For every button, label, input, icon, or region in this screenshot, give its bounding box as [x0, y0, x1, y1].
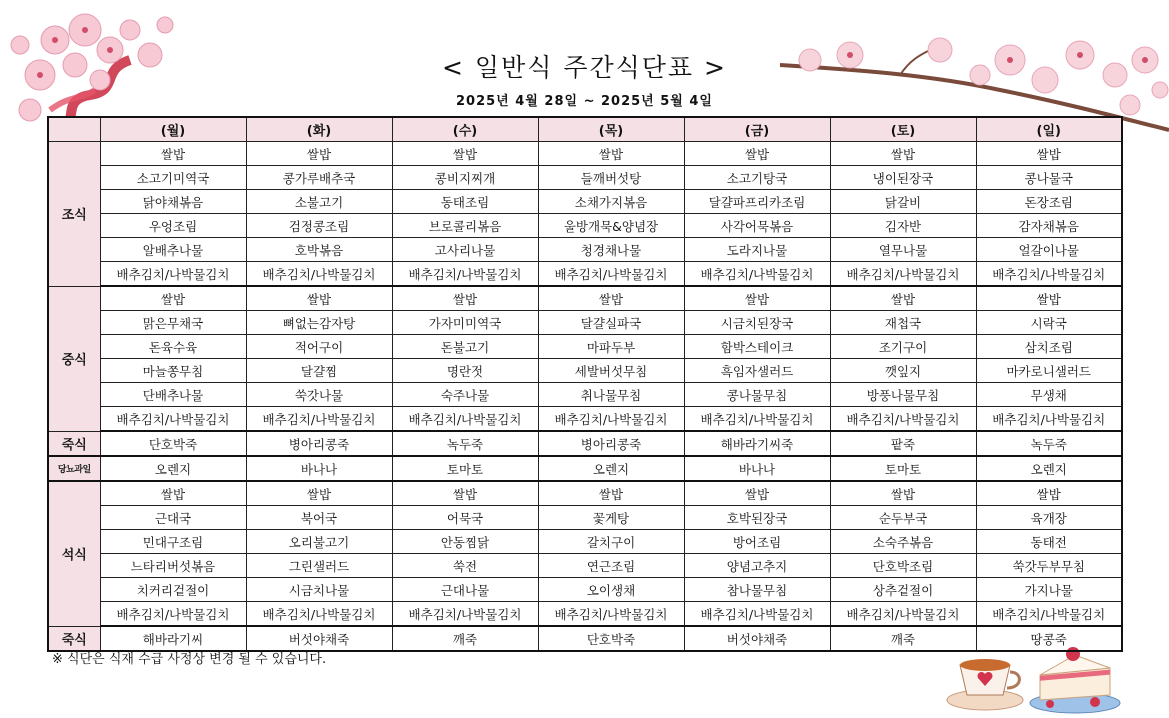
menu-cell: 쌀밥: [684, 481, 830, 506]
weekly-menu-table: [47, 116, 1123, 652]
menu-cell: 울방개묵&양념장: [538, 214, 684, 238]
menu-cell: 시금치된장국: [684, 311, 830, 335]
menu-cell: 가자미미역국: [392, 311, 538, 335]
menu-cell: 배추김치/나박물김치: [246, 407, 392, 432]
menu-cell: 쌀밥: [538, 142, 684, 166]
menu-cell: 쌀밥: [830, 481, 976, 506]
menu-cell: 쌀밥: [830, 286, 976, 311]
day-header: (화): [246, 117, 392, 142]
menu-row: [48, 383, 1122, 407]
menu-cell: 배추김치/나박물김치: [392, 602, 538, 627]
menu-cell: 쌀밥: [976, 286, 1122, 311]
menu-cell: 단호박죽: [100, 431, 246, 456]
menu-cell: 쌀밥: [684, 142, 830, 166]
menu-cell: 병아리콩죽: [538, 431, 684, 456]
menu-row: [48, 166, 1122, 190]
menu-cell: 오렌지: [100, 456, 246, 481]
day-header: (월): [100, 117, 246, 142]
menu-cell: 세발버섯무침: [538, 359, 684, 383]
menu-cell: 취나물무침: [538, 383, 684, 407]
menu-row: [48, 335, 1122, 359]
menu-cell: 무생채: [976, 383, 1122, 407]
menu-cell: 김자반: [830, 214, 976, 238]
menu-cell: 쌀밥: [246, 142, 392, 166]
menu-cell: 명란젓: [392, 359, 538, 383]
menu-cell: 호박볶음: [246, 238, 392, 262]
menu-cell: 순두부국: [830, 506, 976, 530]
menu-row: [48, 578, 1122, 602]
menu-cell: 쌀밥: [830, 142, 976, 166]
menu-cell: 토마토: [392, 456, 538, 481]
menu-cell: 쌀밥: [976, 142, 1122, 166]
menu-row: [48, 431, 1122, 456]
menu-cell: 쌀밥: [392, 481, 538, 506]
day-header: (일): [976, 117, 1122, 142]
menu-cell: 배추김치/나박물김치: [538, 602, 684, 627]
page-title: < 일반식 주간식단표 >: [442, 53, 727, 82]
menu-cell: 콩나물무침: [684, 383, 830, 407]
meal-label: 죽식: [48, 431, 100, 456]
menu-cell: 병아리콩죽: [246, 431, 392, 456]
menu-cell: 쑥갓나물: [246, 383, 392, 407]
menu-cell: 쌀밥: [100, 286, 246, 311]
day-header: (수): [392, 117, 538, 142]
menu-cell: 갈치구이: [538, 530, 684, 554]
menu-row: [48, 481, 1122, 506]
menu-cell: 버섯야채죽: [246, 626, 392, 651]
menu-cell: 바나나: [246, 456, 392, 481]
menu-cell: 달걀실파국: [538, 311, 684, 335]
menu-cell: 바나나: [684, 456, 830, 481]
menu-cell: 느타리버섯볶음: [100, 554, 246, 578]
menu-cell: 소채가지볶음: [538, 190, 684, 214]
menu-cell: 해바라기씨죽: [684, 431, 830, 456]
menu-cell: 배추김치/나박물김치: [830, 407, 976, 432]
menu-cell: 쌀밥: [100, 142, 246, 166]
menu-cell: 배추김치/나박물김치: [246, 602, 392, 627]
menu-cell: 깨죽: [830, 626, 976, 651]
menu-cell: 참나물무침: [684, 578, 830, 602]
menu-row: [48, 286, 1122, 311]
menu-cell: 안동찜닭: [392, 530, 538, 554]
menu-cell: 쌀밥: [100, 481, 246, 506]
menu-cell: 소불고기: [246, 190, 392, 214]
menu-cell: 오렌지: [538, 456, 684, 481]
menu-cell: 버섯야채죽: [684, 626, 830, 651]
menu-row: [48, 506, 1122, 530]
menu-cell: 배추김치/나박물김치: [100, 602, 246, 627]
menu-cell: 배추김치/나박물김치: [976, 602, 1122, 627]
menu-cell: 돈불고기: [392, 335, 538, 359]
menu-cell: 쑥갓두부무침: [976, 554, 1122, 578]
menu-cell: 돈육수육: [100, 335, 246, 359]
day-header: (토): [830, 117, 976, 142]
meal-label: 조식: [48, 142, 100, 287]
menu-cell: 콩비지찌개: [392, 166, 538, 190]
menu-cell: 배추김치/나박물김치: [684, 262, 830, 287]
menu-cell: 쌀밥: [392, 142, 538, 166]
menu-cell: 팥죽: [830, 431, 976, 456]
menu-cell: 돈장조림: [976, 190, 1122, 214]
menu-cell: 배추김치/나박물김치: [538, 262, 684, 287]
menu-row: [48, 530, 1122, 554]
menu-cell: 감자채볶음: [976, 214, 1122, 238]
menu-cell: 방풍나물무침: [830, 383, 976, 407]
menu-cell: 쌀밥: [538, 286, 684, 311]
menu-cell: 함박스테이크: [684, 335, 830, 359]
meal-label: 죽식: [48, 626, 100, 651]
menu-cell: 쌀밥: [246, 286, 392, 311]
menu-cell: 연근조림: [538, 554, 684, 578]
menu-cell: 해바라기씨: [100, 626, 246, 651]
menu-cell: 배추김치/나박물김치: [684, 407, 830, 432]
menu-cell: 검정콩조림: [246, 214, 392, 238]
menu-cell: 꽃게탕: [538, 506, 684, 530]
menu-cell: 시락국: [976, 311, 1122, 335]
menu-cell: 브로콜리볶음: [392, 214, 538, 238]
menu-row: [48, 190, 1122, 214]
menu-cell: 쌀밥: [392, 286, 538, 311]
menu-cell: 호박된장국: [684, 506, 830, 530]
menu-cell: 시금치나물: [246, 578, 392, 602]
menu-row: [48, 238, 1122, 262]
menu-cell: 쌀밥: [976, 481, 1122, 506]
menu-row: [48, 554, 1122, 578]
menu-cell: 달걀찜: [246, 359, 392, 383]
menu-cell: 배추김치/나박물김치: [830, 602, 976, 627]
menu-cell: 마카로니샐러드: [976, 359, 1122, 383]
menu-cell: 배추김치/나박물김치: [100, 262, 246, 287]
meal-label: 당뇨과일: [48, 456, 100, 481]
day-header-row: [48, 117, 1122, 142]
menu-cell: 쌀밥: [684, 286, 830, 311]
menu-cell: 냉이된장국: [830, 166, 976, 190]
menu-cell: 배추김치/나박물김치: [100, 407, 246, 432]
menu-cell: 재첩국: [830, 311, 976, 335]
menu-row: [48, 359, 1122, 383]
menu-row: [48, 142, 1122, 166]
menu-cell: 배추김치/나박물김치: [538, 407, 684, 432]
menu-cell: 쌀밥: [538, 481, 684, 506]
menu-row: [48, 602, 1122, 627]
menu-cell: 녹두죽: [392, 431, 538, 456]
menu-cell: 배추김치/나박물김치: [392, 262, 538, 287]
day-header: (목): [538, 117, 684, 142]
menu-cell: 배추김치/나박물김치: [246, 262, 392, 287]
menu-cell: 뼈없는감자탕: [246, 311, 392, 335]
menu-row: [48, 456, 1122, 481]
menu-cell: 오이생채: [538, 578, 684, 602]
menu-cell: 맑은무채국: [100, 311, 246, 335]
menu-cell: 적어구이: [246, 335, 392, 359]
meal-label: 중식: [48, 286, 100, 431]
menu-cell: 땅콩죽: [976, 626, 1122, 651]
menu-cell: 동태조림: [392, 190, 538, 214]
menu-row: [48, 311, 1122, 335]
menu-cell: 깨죽: [392, 626, 538, 651]
menu-cell: 어묵국: [392, 506, 538, 530]
menu-cell: 배추김치/나박물김치: [830, 262, 976, 287]
menu-cell: 사각어묵볶음: [684, 214, 830, 238]
menu-cell: 가지나물: [976, 578, 1122, 602]
menu-cell: 단호박조림: [830, 554, 976, 578]
menu-cell: 녹두죽: [976, 431, 1122, 456]
menu-cell: 숙주나물: [392, 383, 538, 407]
menu-cell: 배추김치/나박물김치: [976, 262, 1122, 287]
menu-cell: 근대나물: [392, 578, 538, 602]
meal-label: 석식: [48, 481, 100, 626]
menu-cell: 흑임자샐러드: [684, 359, 830, 383]
menu-cell: 조기구이: [830, 335, 976, 359]
menu-cell: 고사리나물: [392, 238, 538, 262]
menu-cell: 동태전: [976, 530, 1122, 554]
menu-cell: 소숙주볶음: [830, 530, 976, 554]
menu-cell: 삼치조림: [976, 335, 1122, 359]
menu-cell: 그린샐러드: [246, 554, 392, 578]
menu-row: [48, 407, 1122, 432]
menu-cell: 마파두부: [538, 335, 684, 359]
date-range: 2025년 4월 28일 ~ 2025년 5월 4일: [456, 94, 713, 109]
menu-cell: 열무나물: [830, 238, 976, 262]
menu-cell: 단배추나물: [100, 383, 246, 407]
menu-cell: 배추김치/나박물김치: [392, 407, 538, 432]
menu-cell: 토마토: [830, 456, 976, 481]
menu-cell: 얼갈이나물: [976, 238, 1122, 262]
menu-cell: 닭야채볶음: [100, 190, 246, 214]
menu-cell: 오리불고기: [246, 530, 392, 554]
menu-cell: 닭갈비: [830, 190, 976, 214]
menu-cell: 단호박죽: [538, 626, 684, 651]
menu-row: [48, 214, 1122, 238]
menu-cell: 마늘쫑무침: [100, 359, 246, 383]
corner-cell: [48, 117, 100, 142]
menu-cell: 깻잎지: [830, 359, 976, 383]
menu-cell: 치커리겉절이: [100, 578, 246, 602]
menu-cell: 콩나물국: [976, 166, 1122, 190]
menu-cell: 달걀파프리카조림: [684, 190, 830, 214]
menu-cell: 소고기탕국: [684, 166, 830, 190]
menu-cell: 도라지나물: [684, 238, 830, 262]
menu-cell: 양념고추지: [684, 554, 830, 578]
menu-cell: 상추겉절이: [830, 578, 976, 602]
footnote: ※ 식단은 식재 수급 사정상 변경 될 수 있습니다.: [52, 652, 327, 667]
menu-cell: 배추김치/나박물김치: [976, 407, 1122, 432]
menu-cell: 오렌지: [976, 456, 1122, 481]
menu-cell: 우엉조림: [100, 214, 246, 238]
menu-cell: 쌀밥: [246, 481, 392, 506]
day-header: (금): [684, 117, 830, 142]
menu-cell: 콩가루배추국: [246, 166, 392, 190]
menu-cell: 북어국: [246, 506, 392, 530]
menu-cell: 민대구조림: [100, 530, 246, 554]
menu-cell: 육개장: [976, 506, 1122, 530]
menu-cell: 근대국: [100, 506, 246, 530]
menu-cell: 배추김치/나박물김치: [684, 602, 830, 627]
menu-cell: 소고기미역국: [100, 166, 246, 190]
menu-row: [48, 262, 1122, 287]
menu-cell: 방어조림: [684, 530, 830, 554]
menu-cell: 알배추나물: [100, 238, 246, 262]
menu-cell: 청경채나물: [538, 238, 684, 262]
menu-cell: 들깨버섯탕: [538, 166, 684, 190]
menu-cell: 쑥전: [392, 554, 538, 578]
